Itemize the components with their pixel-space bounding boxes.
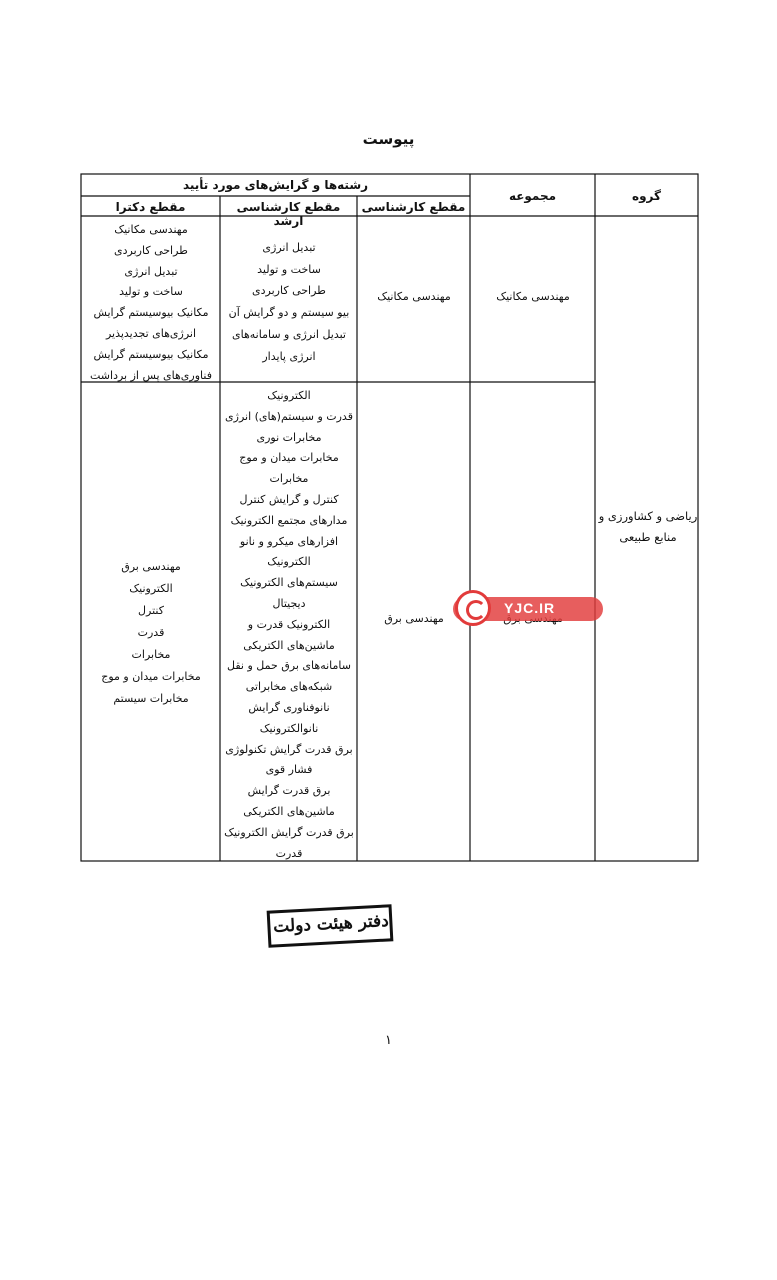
msc-item: شبکه‌های مخابراتی [245,680,333,694]
header-majmue: مجموعه [508,189,557,203]
msc-item: نانوالکترونیک [259,721,319,735]
msc-cell [221,386,357,864]
msc-item: فشار قوی [265,763,313,777]
phd-cell [82,220,220,386]
page-number: ۱ [385,1033,392,1048]
phd-item: مهندسی مکانیک [114,223,188,236]
msc-item: تبدیل انرژی [262,241,316,254]
watermark-text: YJC.IR [504,600,556,616]
phd-cell [82,556,220,710]
msc-item: افزارهای میکرو و نانو [239,534,339,548]
msc-item: دیجیتال [272,596,306,610]
page-title: پیوست [362,130,415,148]
header-fields: رشته‌ها و گرایش‌های مورد تأیید [182,178,369,192]
msc-item: الکترونیک [267,389,311,402]
header-msc: مقطع کارشناسی ارشد [236,200,341,228]
msc-item: مدارهای مجتمع الکترونیک [230,513,348,527]
yjc-logo-icon [455,590,491,626]
phd-item: انرژی‌های تجدیدپذیر [105,326,197,340]
msc-item: کنترل و گرایش کنترل [239,492,339,506]
msc-item: بیو سیستم و دو گرایش آن [228,306,350,320]
phd-item: کنترل [138,604,164,617]
msc-item: مخابرات [269,472,309,486]
phd-item: مهندسی برق [121,560,181,573]
msc-item: الکترونیک [267,555,311,569]
majmue-cell: مهندسی مکانیک [496,290,570,303]
phd-item: قدرت [137,626,165,639]
header-group: گروه [632,189,661,203]
phd-item: مخابرات [131,648,171,661]
msc-item: طراحی کاربردی [252,284,326,298]
phd-item: الکترونیک [129,582,173,595]
msc-item: ماشین‌های الکتریکی [243,804,335,818]
header-bsc: مقطع کارشناسی [361,200,466,214]
msc-item: سیستم‌های الکترونیک [240,576,338,590]
bsc-cell: مهندسی برق [384,612,444,625]
header-phd: مقطع دکترا [115,200,186,214]
msc-item: برق قدرت گرایش [247,784,331,798]
bsc-cell: مهندسی مکانیک [377,290,451,303]
phd-item: ساخت و تولید [119,285,183,299]
msc-item: برق قدرت گرایش تکنولوژی [225,742,353,756]
msc-item: مخابرات نوری [256,430,322,444]
msc-item: مخابرات میدان و موج [239,451,339,465]
msc-item: تبدیل انرژی و سامانه‌های [232,327,346,341]
group-line: منابع طبیعی [619,530,677,544]
phd-item: مکانیک بیوسیستم گرایش [93,347,209,361]
phd-item: طراحی کاربردی [114,243,188,257]
msc-item: ساخت و تولید [257,262,321,276]
group-cell [597,506,699,548]
phd-item: تبدیل انرژی [124,264,178,278]
phd-item: مکانیک بیوسیستم گرایش [93,306,209,320]
phd-item: فناوری‌های پس از برداشت [90,368,212,382]
msc-item: قدرت [275,846,303,860]
msc-item: ماشین‌های الکتریکی [243,638,335,652]
msc-item: نانوفناوری گرایش [248,700,330,714]
phd-item: مخابرات سیستم [113,692,189,705]
msc-item: قدرت و سیستم(های) انرژی [225,409,353,423]
msc-item: الکترونیک قدرت و [247,617,331,631]
msc-item: برق قدرت گرایش الکترونیک [224,825,354,839]
stamp-text: دفتر هیئت دولت [272,910,390,938]
msc-item: سامانه‌های برق حمل و نقل [227,659,351,673]
msc-item: انرژی پایدار [262,349,316,363]
msc-cell [221,237,357,367]
phd-item: مخابرات میدان و موج [101,670,201,683]
group-line: ریاضی و کشاورزی و [598,509,698,523]
